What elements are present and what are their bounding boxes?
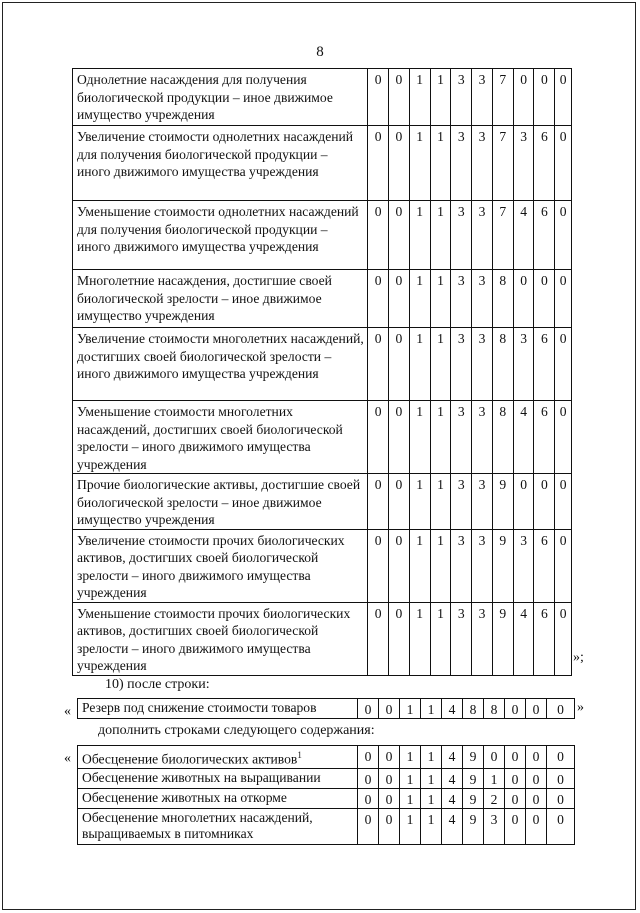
account-digit-cell: 3 bbox=[451, 529, 472, 602]
account-digit-cell: 0 bbox=[368, 69, 389, 126]
account-digit-cell: 9 bbox=[492, 602, 513, 675]
row-label-text: Обесценение многолетних насаждений, выращиваемых в питомниках bbox=[82, 809, 313, 841]
row-label-text: Резерв под снижение стоимости товаров bbox=[82, 700, 317, 715]
table-row bbox=[73, 126, 572, 201]
account-digit-cell: 1 bbox=[400, 808, 421, 844]
account-digit-cell: 3 bbox=[472, 474, 493, 530]
account-digit-cell: 0 bbox=[389, 201, 410, 270]
account-digit-cell: 0 bbox=[389, 69, 410, 126]
table-row bbox=[73, 529, 572, 602]
account-digit-cell: 3 bbox=[451, 602, 472, 675]
account-digit-cell: 7 bbox=[492, 126, 513, 201]
account-digit-cell: 6 bbox=[534, 126, 555, 201]
row-label bbox=[78, 699, 358, 719]
account-digit-cell: 4 bbox=[442, 808, 463, 844]
account-digit-cell: 1 bbox=[430, 126, 451, 201]
account-digit-cell: 4 bbox=[442, 768, 463, 788]
account-digit-cell: 7 bbox=[492, 69, 513, 126]
account-digit-cell: 0 bbox=[513, 69, 534, 126]
account-digit-cell: 3 bbox=[472, 69, 493, 126]
account-digit-cell: 8 bbox=[484, 699, 505, 719]
account-digit-cell: 1 bbox=[430, 69, 451, 126]
account-digit-cell: 3 bbox=[472, 401, 493, 474]
account-digit-cell: 0 bbox=[547, 808, 575, 844]
account-digit-cell: 0 bbox=[389, 126, 410, 201]
row-label bbox=[73, 270, 368, 328]
account-digit-cell: 0 bbox=[368, 328, 389, 401]
account-digit-cell: 3 bbox=[484, 808, 505, 844]
opening-quote-table3: « bbox=[64, 751, 71, 766]
accounts-table-biological-assets bbox=[72, 68, 572, 676]
account-digit-cell: 7 bbox=[492, 201, 513, 270]
account-digit-cell: 0 bbox=[368, 270, 389, 328]
account-digit-cell: 0 bbox=[379, 746, 400, 769]
account-digit-cell: 1 bbox=[430, 270, 451, 328]
account-digit-cell: 4 bbox=[513, 401, 534, 474]
account-digit-cell: 0 bbox=[368, 529, 389, 602]
table-row bbox=[78, 699, 575, 719]
account-digit-cell: 9 bbox=[492, 474, 513, 530]
row-label bbox=[78, 788, 358, 808]
table-row bbox=[78, 808, 575, 844]
account-digit-cell: 6 bbox=[534, 602, 555, 675]
account-digit-cell: 3 bbox=[472, 328, 493, 401]
account-digit-cell: 3 bbox=[513, 126, 534, 201]
page-number: 8 bbox=[316, 44, 324, 60]
accounts-table-impairment bbox=[77, 745, 575, 845]
account-digit-cell: 0 bbox=[358, 768, 379, 788]
account-digit-cell: 1 bbox=[409, 270, 430, 328]
account-digit-cell: 3 bbox=[451, 328, 472, 401]
account-digit-cell: 0 bbox=[534, 474, 555, 530]
account-digit-cell: 0 bbox=[526, 808, 547, 844]
account-digit-cell: 3 bbox=[472, 126, 493, 201]
footnote-mark: 1 bbox=[297, 750, 302, 760]
account-digit-cell: 0 bbox=[358, 788, 379, 808]
account-digit-cell: 1 bbox=[409, 201, 430, 270]
account-digit-cell: 1 bbox=[409, 69, 430, 126]
account-digit-cell: 0 bbox=[555, 474, 572, 530]
account-digit-cell: 9 bbox=[463, 808, 484, 844]
account-digit-cell: 0 bbox=[484, 746, 505, 769]
account-digit-cell: 1 bbox=[421, 768, 442, 788]
account-digit-cell: 1 bbox=[409, 474, 430, 530]
account-digit-cell: 1 bbox=[484, 768, 505, 788]
row-label-text: Прочие биологические активы, достигшие своей биологической зрелости – иное движимое имущество учреждения bbox=[77, 477, 361, 527]
account-digit-cell: 0 bbox=[505, 699, 526, 719]
table-row bbox=[78, 768, 575, 788]
table-row bbox=[73, 201, 572, 270]
account-digit-cell: 1 bbox=[400, 788, 421, 808]
account-digit-cell: 1 bbox=[409, 401, 430, 474]
account-digit-cell: 8 bbox=[492, 270, 513, 328]
account-digit-cell: 0 bbox=[526, 768, 547, 788]
row-label bbox=[73, 328, 368, 401]
account-digit-cell: 0 bbox=[534, 270, 555, 328]
account-digit-cell: 1 bbox=[400, 768, 421, 788]
account-digit-cell: 9 bbox=[492, 529, 513, 602]
table-row bbox=[73, 69, 572, 126]
account-digit-cell: 1 bbox=[430, 401, 451, 474]
account-digit-cell: 0 bbox=[555, 270, 572, 328]
account-digit-cell: 0 bbox=[555, 69, 572, 126]
account-digit-cell: 3 bbox=[472, 270, 493, 328]
account-digit-cell: 1 bbox=[400, 699, 421, 719]
account-digit-cell: 0 bbox=[368, 474, 389, 530]
account-digit-cell: 3 bbox=[472, 529, 493, 602]
account-digit-cell: 3 bbox=[451, 401, 472, 474]
account-digit-cell: 1 bbox=[421, 699, 442, 719]
account-digit-cell: 0 bbox=[555, 602, 572, 675]
account-digit-cell: 0 bbox=[534, 69, 555, 126]
account-digit-cell: 0 bbox=[389, 602, 410, 675]
account-digit-cell: 1 bbox=[430, 474, 451, 530]
account-digit-cell: 9 bbox=[463, 746, 484, 769]
table-row bbox=[78, 788, 575, 808]
account-digit-cell: 4 bbox=[442, 699, 463, 719]
account-digit-cell: 0 bbox=[555, 328, 572, 401]
account-digit-cell: 8 bbox=[463, 699, 484, 719]
account-digit-cell: 0 bbox=[368, 401, 389, 474]
account-digit-cell: 0 bbox=[555, 529, 572, 602]
account-digit-cell: 0 bbox=[368, 201, 389, 270]
account-digit-cell: 0 bbox=[358, 746, 379, 769]
row-label-text: Уменьшение стоимости однолетних насаждений для получения биологической продукции – иного движимого имущества учреждения bbox=[77, 204, 359, 254]
account-digit-cell: 3 bbox=[451, 270, 472, 328]
row-label-text: Уменьшение стоимости многолетних насаждений, достигших своей биологической зрелости – иного движимого имущества учреждения bbox=[77, 404, 343, 472]
account-digit-cell: 0 bbox=[379, 788, 400, 808]
account-digit-cell: 3 bbox=[472, 201, 493, 270]
account-digit-cell: 0 bbox=[389, 270, 410, 328]
row-label bbox=[73, 474, 368, 530]
row-label bbox=[73, 401, 368, 474]
row-label-text: Многолетние насаждения, достигшие своей биологической зрелости – иное движимое имущество учреждения bbox=[77, 273, 332, 323]
account-digit-cell: 0 bbox=[389, 474, 410, 530]
row-label-text: Увеличение стоимости многолетних насаждений, достигших своей биологической зрелости – иного движимого имущества учреждения bbox=[77, 331, 364, 381]
account-digit-cell: 0 bbox=[547, 699, 575, 719]
account-digit-cell: 9 bbox=[463, 788, 484, 808]
account-digit-cell: 3 bbox=[472, 602, 493, 675]
closing-quote-table1: »; bbox=[573, 650, 584, 665]
account-digit-cell: 6 bbox=[534, 401, 555, 474]
account-digit-cell: 3 bbox=[451, 201, 472, 270]
account-digit-cell: 3 bbox=[451, 474, 472, 530]
supplement-text: дополнить строками следующего содержания: bbox=[98, 723, 375, 738]
account-digit-cell: 6 bbox=[534, 529, 555, 602]
account-digit-cell: 0 bbox=[505, 808, 526, 844]
table-row bbox=[73, 474, 572, 530]
row-label bbox=[73, 201, 368, 270]
account-digit-cell: 0 bbox=[379, 699, 400, 719]
account-digit-cell: 0 bbox=[547, 746, 575, 769]
account-digit-cell: 0 bbox=[505, 746, 526, 769]
account-digit-cell: 0 bbox=[555, 401, 572, 474]
account-digit-cell: 0 bbox=[526, 699, 547, 719]
row-label bbox=[73, 529, 368, 602]
opening-quote-table2: « bbox=[64, 704, 71, 719]
account-digit-cell: 0 bbox=[526, 746, 547, 769]
row-label-text: Увеличение стоимости прочих биологических активов, достигших своей биологической зрелости – иного движимого имущества учреждения bbox=[77, 532, 345, 600]
account-digit-cell: 0 bbox=[368, 126, 389, 201]
account-digit-cell: 1 bbox=[409, 529, 430, 602]
account-digit-cell: 0 bbox=[358, 699, 379, 719]
table-row bbox=[78, 746, 575, 769]
account-digit-cell: 0 bbox=[555, 126, 572, 201]
account-digit-cell: 1 bbox=[430, 602, 451, 675]
account-digit-cell: 3 bbox=[451, 69, 472, 126]
account-digit-cell: 8 bbox=[492, 328, 513, 401]
account-digit-cell: 0 bbox=[379, 808, 400, 844]
account-digit-cell: 1 bbox=[430, 201, 451, 270]
table-row bbox=[73, 328, 572, 401]
row-label bbox=[73, 126, 368, 201]
row-label-text: Уменьшение стоимости прочих биологических активов, достигших своей биологической зрелости – иного движимого имущества учреждения bbox=[77, 605, 351, 673]
row-label-text: Увеличение стоимости однолетних насаждений для получения биологической продукции – иного движимого имущества учреждения bbox=[77, 129, 354, 179]
account-digit-cell: 0 bbox=[379, 768, 400, 788]
account-digit-cell: 0 bbox=[547, 768, 575, 788]
row-label bbox=[73, 69, 368, 126]
account-digit-cell: 4 bbox=[513, 201, 534, 270]
account-digit-cell: 9 bbox=[463, 768, 484, 788]
account-digit-cell: 6 bbox=[534, 201, 555, 270]
account-digit-cell: 3 bbox=[513, 328, 534, 401]
account-digit-cell: 0 bbox=[547, 788, 575, 808]
account-digit-cell: 8 bbox=[492, 401, 513, 474]
row-label bbox=[78, 746, 358, 769]
row-label bbox=[78, 808, 358, 844]
account-digit-cell: 0 bbox=[555, 201, 572, 270]
account-digit-cell: 1 bbox=[409, 328, 430, 401]
account-digit-cell: 1 bbox=[421, 808, 442, 844]
account-digit-cell: 0 bbox=[513, 474, 534, 530]
account-digit-cell: 0 bbox=[513, 270, 534, 328]
account-digit-cell: 0 bbox=[505, 788, 526, 808]
account-digit-cell: 0 bbox=[358, 808, 379, 844]
account-digit-cell: 2 bbox=[484, 788, 505, 808]
row-label-text: Обесценение животных на откорме bbox=[82, 789, 287, 805]
account-digit-cell: 3 bbox=[451, 126, 472, 201]
account-digit-cell: 1 bbox=[409, 602, 430, 675]
account-digit-cell: 0 bbox=[526, 788, 547, 808]
closing-quote-table2: » bbox=[577, 700, 584, 715]
account-digit-cell: 0 bbox=[505, 768, 526, 788]
row-label-text: Однолетние насаждения для получения биологической продукции – иное движимое имущество учреждения bbox=[77, 72, 333, 122]
row-label bbox=[78, 768, 358, 788]
account-digit-cell: 1 bbox=[430, 529, 451, 602]
row-label-text: Обесценение биологических активов bbox=[82, 751, 298, 767]
account-digit-cell: 1 bbox=[409, 126, 430, 201]
table-row bbox=[73, 602, 572, 675]
account-digit-cell: 4 bbox=[442, 788, 463, 808]
table-row bbox=[73, 401, 572, 474]
account-digit-cell: 0 bbox=[389, 328, 410, 401]
account-digit-cell: 0 bbox=[368, 602, 389, 675]
account-digit-cell: 0 bbox=[389, 401, 410, 474]
paragraph-10: 10) после строки: bbox=[105, 677, 210, 692]
account-digit-cell: 1 bbox=[430, 328, 451, 401]
table-row bbox=[73, 270, 572, 328]
accounts-table-reserve bbox=[77, 698, 575, 719]
account-digit-cell: 1 bbox=[400, 746, 421, 769]
account-digit-cell: 6 bbox=[534, 328, 555, 401]
account-digit-cell: 4 bbox=[442, 746, 463, 769]
account-digit-cell: 1 bbox=[421, 788, 442, 808]
account-digit-cell: 0 bbox=[389, 529, 410, 602]
row-label bbox=[73, 602, 368, 675]
account-digit-cell: 1 bbox=[421, 746, 442, 769]
account-digit-cell: 3 bbox=[513, 529, 534, 602]
row-label-text: Обесценение животных на выращивании bbox=[82, 769, 321, 785]
account-digit-cell: 4 bbox=[513, 602, 534, 675]
